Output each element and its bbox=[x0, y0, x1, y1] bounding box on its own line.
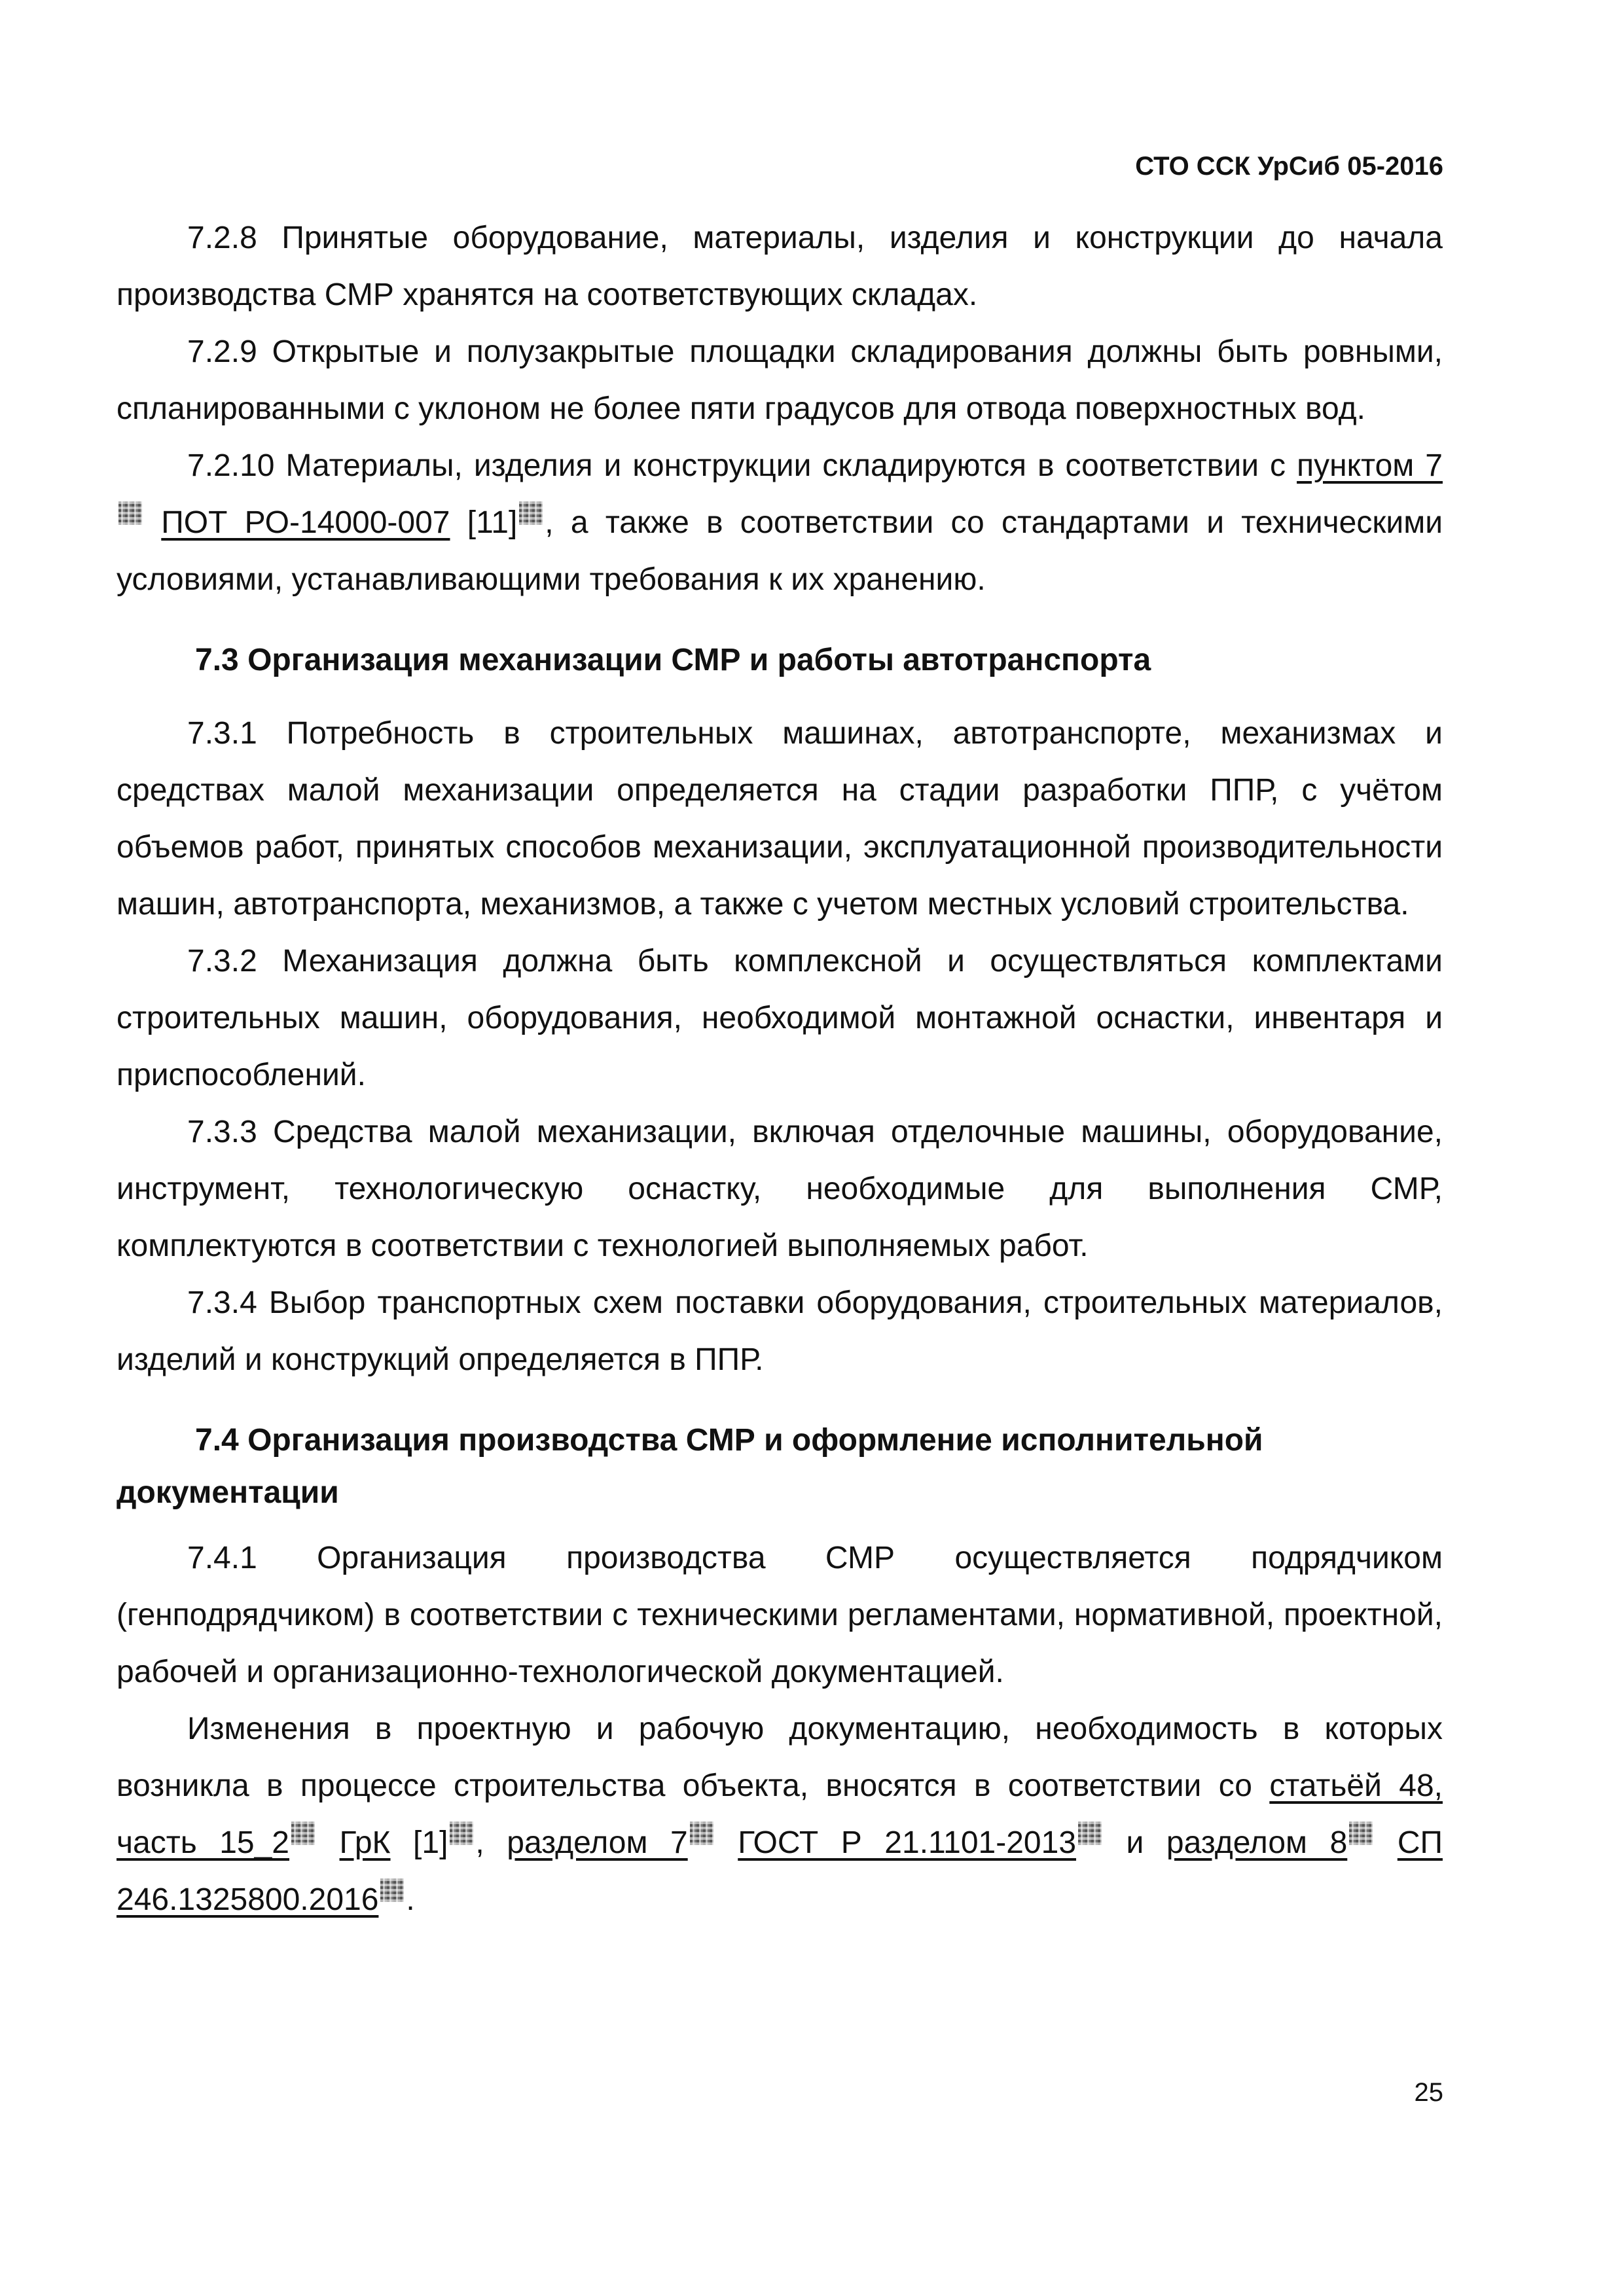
section-heading-line: 7.4 Организация производства СМР и оформление исполнительной bbox=[195, 1423, 1263, 1458]
paragraph-text: , а также в соответствии со стандартами и техническими условиями, устанавливающими требования к их хранению. bbox=[117, 505, 1443, 597]
paragraph-7-3-2: 7.3.2 Механизация должна быть комплексной и осуществляться комплектами строительных машин, оборудования, необходимой монтажной оснастки, инвентаря и приспособлений. bbox=[117, 944, 1443, 1092]
qr-code-icon bbox=[118, 501, 142, 525]
section-heading-7-4 bbox=[117, 1414, 1443, 1519]
separator: , bbox=[475, 1825, 484, 1860]
link-statya-48[interactable]: статьёй 48, часть 15_2 bbox=[117, 1768, 1443, 1860]
paragraph-7-3-4: 7.3.4 Выбор транспортных схем поставки оборудования, строительных материалов, изделий и конструкций определяется в ППР. bbox=[117, 1285, 1443, 1377]
link-razdel-7[interactable]: разделом 7 bbox=[507, 1825, 688, 1860]
conjunction: и bbox=[1126, 1825, 1144, 1860]
paragraph-text: 7.2.10 Материалы, изделия и конструкции складируются в соответствии с bbox=[187, 448, 1286, 483]
qr-code-icon bbox=[1349, 1821, 1373, 1845]
qr-code-icon bbox=[450, 1821, 473, 1845]
link-punkt-7[interactable]: пунктом 7 bbox=[1297, 448, 1443, 483]
qr-code-icon bbox=[1078, 1821, 1102, 1845]
paragraph-text: Изменения в проектную и рабочую документацию, необходимость в которых возникла в процессе строительства объекта, вносятся в соответствии со bbox=[117, 1712, 1443, 1803]
paragraph-7-2-10 bbox=[117, 437, 1443, 608]
link-pot-ro-14000-007[interactable]: ПОТ РО-14000-007 bbox=[161, 505, 450, 540]
qr-code-icon bbox=[690, 1821, 713, 1845]
qr-code-icon bbox=[380, 1878, 404, 1902]
paragraph-7-2-9: 7.2.9 Открытые и полузакрытые площадки складирования должны быть ровными, спланированными с уклоном не более пяти градусов для отвода поверхностных вод. bbox=[117, 334, 1443, 426]
link-razdel-8[interactable]: разделом 8 bbox=[1166, 1825, 1348, 1860]
link-gost-r-21-1101-2013[interactable]: ГОСТ Р 21.1101-2013 bbox=[738, 1825, 1077, 1860]
qr-code-icon bbox=[291, 1821, 315, 1845]
section-heading-7-3: 7.3 Организация механизации СМР и работы автотранспорта bbox=[195, 643, 1151, 677]
paragraph-7-2-8: 7.2.8 Принятые оборудование, материалы, изделия и конструкции до начала производства СМР хранятся на соответствующих складах. bbox=[117, 221, 1443, 312]
paragraph-7-3-1: 7.3.1 Потребность в строительных машинах, автотранспорте, механизмах и средствах малой механизации определяется на стадии разработки ППР, с учётом объемов работ, принятых способов механизации, эксплуатационной производительности машин, автотранспорта, механизмов, а также с учетом местных условий строительства. bbox=[117, 716, 1443, 922]
paragraph-7-4-1: 7.4.1 Организация производства СМР осуществляется подрядчиком (генподрядчиком) в соответствии с техническими регламентами, нормативной, проектной, рабочей и организационно-технологической документацией. bbox=[117, 1541, 1443, 1689]
section-heading-line: документации bbox=[117, 1475, 339, 1510]
paragraph-end: . bbox=[406, 1882, 415, 1917]
reference-number: [11] bbox=[467, 505, 518, 540]
document-code-header: СТО ССК УрСиб 05-2016 bbox=[1135, 152, 1443, 181]
qr-code-icon bbox=[519, 501, 543, 525]
paragraph-changes bbox=[117, 1700, 1443, 1928]
reference-number: [1] bbox=[413, 1825, 448, 1860]
link-sp-246-1325800-2016[interactable]: СП 246.1325800.2016 bbox=[117, 1825, 1443, 1917]
paragraph-7-3-3: 7.3.3 Средства малой механизации, включая отделочные машины, оборудование, инструмент, технологическую оснастку, необходимые для выполнения СМР, комплектуются в соответствии с технологией выполняемых работ. bbox=[117, 1115, 1443, 1263]
page-number: 25 bbox=[1414, 2078, 1443, 2107]
link-grk[interactable]: ГрК bbox=[339, 1825, 391, 1860]
document-body bbox=[117, 209, 1443, 1928]
